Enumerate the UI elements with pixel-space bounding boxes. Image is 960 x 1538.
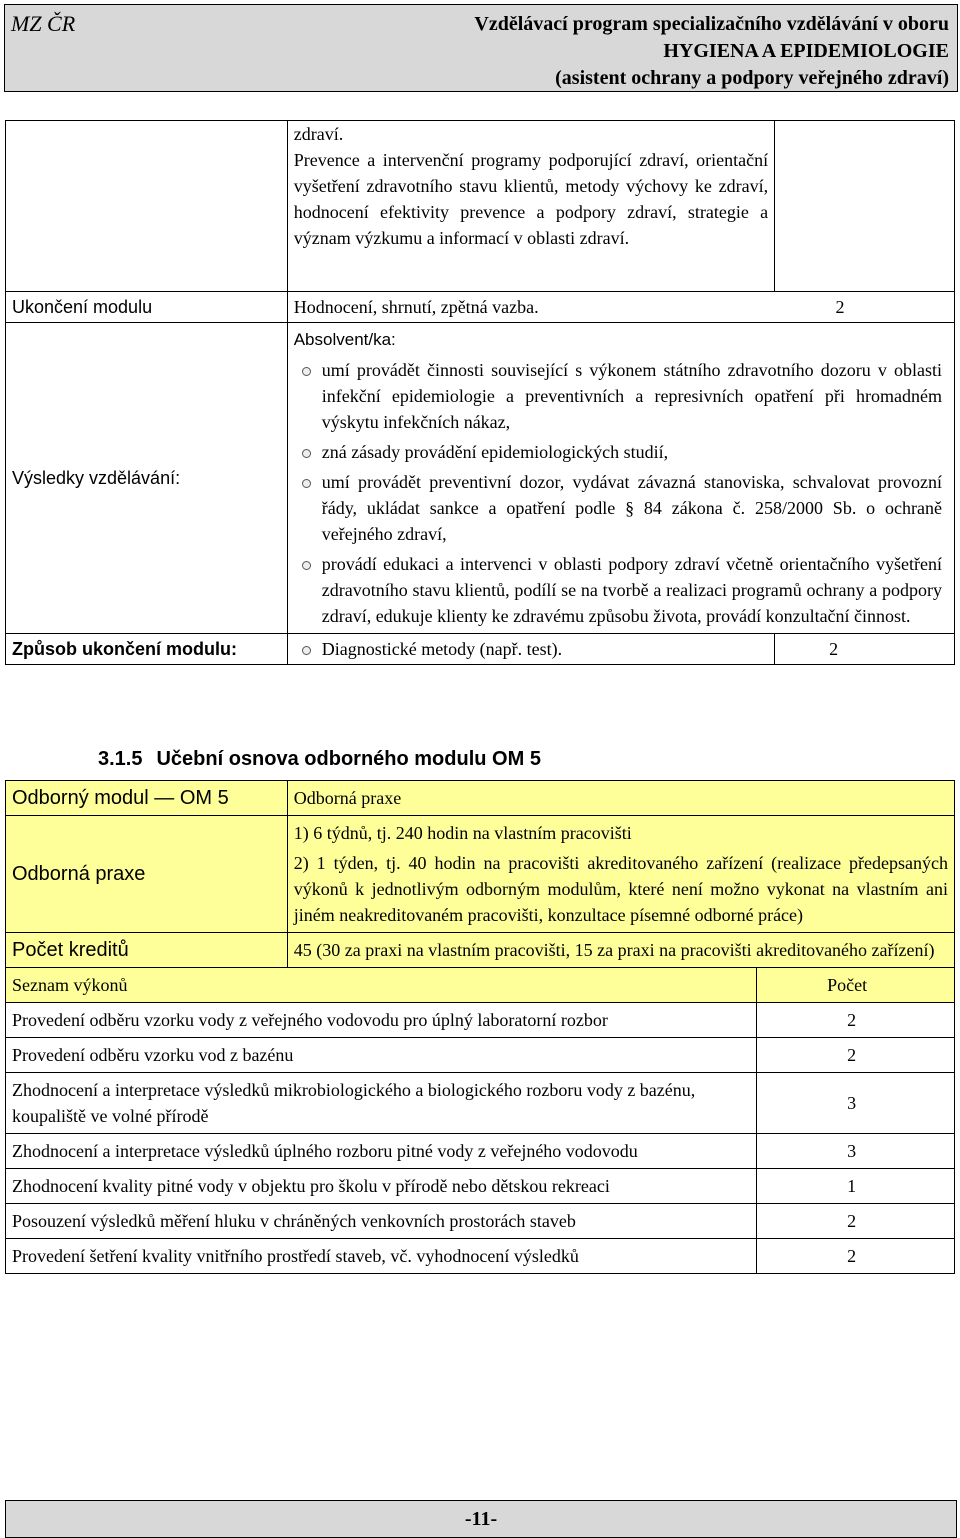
header-program-title	[474, 11, 949, 92]
content-row	[6, 121, 955, 292]
vykon-row	[6, 1169, 955, 1204]
page-number: -11-	[464, 1508, 498, 1530]
vykon-name: Provedení šetření kvality vnitřního prostředí staveb, vč. vyhodnocení výsledků	[6, 1239, 757, 1274]
vykon-name: Posouzení výsledků měření hluku v chráněných venkovních prostorách staveb	[6, 1204, 757, 1239]
section-title: Učební osnova odborného modulu OM 5	[156, 748, 541, 770]
praxe-cell	[287, 816, 954, 933]
vykon-row	[6, 1134, 955, 1169]
zpusob-row	[6, 634, 955, 665]
kredity-row	[6, 933, 955, 968]
section-heading	[98, 748, 541, 771]
kredity-label: Počet kreditů	[6, 933, 288, 968]
modul-label: Odborný modul — OM 5	[6, 781, 288, 816]
zpusob-value: 2	[775, 634, 955, 665]
outcome-item: provádí edukaci a intervenci v oblasti podpory zdraví včetně orientačního vyšetření zdravotního stavu klientů, podílí se na tvorbě a realizaci programů ochrany a podpory zdraví, edukuje klienty ke zdravému způsobu života, provádí konzultační činnost.	[322, 551, 942, 629]
outcome-item: umí provádět preventivní dozor, vydávat závazná stanoviska, schvalovat provozní řády, ukládat sankce a opatření podle § 84 zákona č. 258/2000 Sb. o ochraně veřejného zdraví,	[322, 469, 942, 547]
vykon-count: 3	[757, 1073, 955, 1134]
outcome-item: umí provádět činnosti související s výkonem státního zdravotního dozoru v oblasti infekční epidemiologie a preventivních a represivních opatření při hromadném výskytu infekčních nákaz,	[322, 357, 942, 435]
header-line-3: (asistent ochrany a podpory veřejného zdraví)	[555, 67, 949, 89]
content-line-1: zdraví.	[293, 124, 344, 144]
outcomes-list	[294, 357, 942, 629]
vykon-count: 2	[757, 1038, 955, 1073]
vykon-row	[6, 1204, 955, 1239]
vykon-count: 1	[757, 1169, 955, 1204]
vykon-row	[6, 1003, 955, 1038]
zpusob-label: Způsob ukončení modulu:	[6, 634, 288, 665]
ukonceni-text: Hodnocení, shrnutí, zpětná vazba.	[293, 297, 539, 317]
ukonceni-label: Ukončení modulu	[6, 292, 288, 323]
seznam-label: Seznam výkonů	[6, 968, 757, 1003]
vykon-name: Zhodnocení a interpretace výsledků úplného rozboru pitné vody z veřejného vodovodu	[6, 1134, 757, 1169]
vykon-row	[6, 1073, 955, 1134]
kredity-value: 45 (30 za praxi na vlastním pracovišti, 15 za praxi na pracovišti akreditovaného zařízení)	[287, 933, 954, 968]
content-cell	[287, 121, 774, 292]
zpusob-text: Diagnostické metody (např. test).	[322, 636, 768, 662]
vykon-name: Zhodnocení a interpretace výsledků mikrobiologického a biologického rozboru vody z bazénu, koupaliště ve volné přírodě	[6, 1073, 757, 1134]
page-header	[4, 4, 958, 92]
header-line-1: Vzdělávací program specializačního vzdělávání v oboru	[474, 13, 949, 35]
vykon-row	[6, 1239, 955, 1274]
vykon-name: Provedení odběru vzorku vody z veřejného vodovodu pro úplný laboratorní rozbor	[6, 1003, 757, 1038]
content-empty-cell	[6, 121, 288, 292]
vykon-count: 2	[757, 1003, 955, 1038]
praxe-item-2: 2) 1 týden, tj. 40 hodin na pracovišti akreditovaného zařízení (realizace předepsaných výkonů k jednotlivým odborným modulům, které není možno vykonat na vlastním ani jiném neakreditovaném pracovišti, konzultace písemné odborné práce)	[293, 853, 948, 925]
modul-value: Odborná praxe	[287, 781, 954, 816]
header-line-2: HYGIENA A EPIDEMIOLOGIE	[663, 40, 949, 62]
outcome-item: zná zásady provádění epidemiologických studií,	[322, 439, 942, 465]
modul-row	[6, 781, 955, 816]
praxe-label: Odborná praxe	[6, 816, 288, 933]
page-footer	[5, 1500, 957, 1538]
zpusob-list	[294, 636, 768, 662]
praxe-item-1: 1) 6 týdnů, tj. 240 hodin na vlastním pracovišti	[293, 823, 632, 843]
content-value-cell	[775, 121, 955, 292]
header-ministry: MZ ČR	[11, 11, 76, 36]
vykon-name: Provedení odběru vzorku vod z bazénu	[6, 1038, 757, 1073]
vykon-count: 2	[757, 1239, 955, 1274]
content-paragraph: Prevence a intervenční programy podporující zdraví, orientační vyšetření zdravotního stavu klientů, metody výchovy ke zdraví, hodnocení efektivity prevence a podpory zdraví, strategie a význam výzkumu a informací v oblasti zdraví.	[293, 150, 769, 248]
pocet-label: Počet	[757, 968, 955, 1003]
ukonceni-value: 2	[835, 297, 845, 317]
absolvent-label: Absolvent/ka:	[293, 330, 396, 349]
zpusob-cell	[287, 634, 774, 665]
vysledky-label: Výsledky vzdělávání:	[6, 323, 288, 634]
vykon-count: 2	[757, 1204, 955, 1239]
vykon-count: 3	[757, 1134, 955, 1169]
vykon-name: Zhodnocení kvality pitné vody v objektu pro školu v přírodě nebo dětskou rekreaci	[6, 1169, 757, 1204]
vykon-row	[6, 1038, 955, 1073]
module-table	[5, 120, 955, 665]
seznam-header-row	[6, 968, 955, 1003]
vysledky-row	[6, 323, 955, 634]
curriculum-table	[5, 780, 955, 1274]
ukonceni-row	[6, 292, 955, 323]
ukonceni-cell	[287, 292, 954, 323]
section-number: 3.1.5	[98, 748, 143, 770]
vysledky-cell	[287, 323, 954, 634]
praxe-row	[6, 816, 955, 933]
